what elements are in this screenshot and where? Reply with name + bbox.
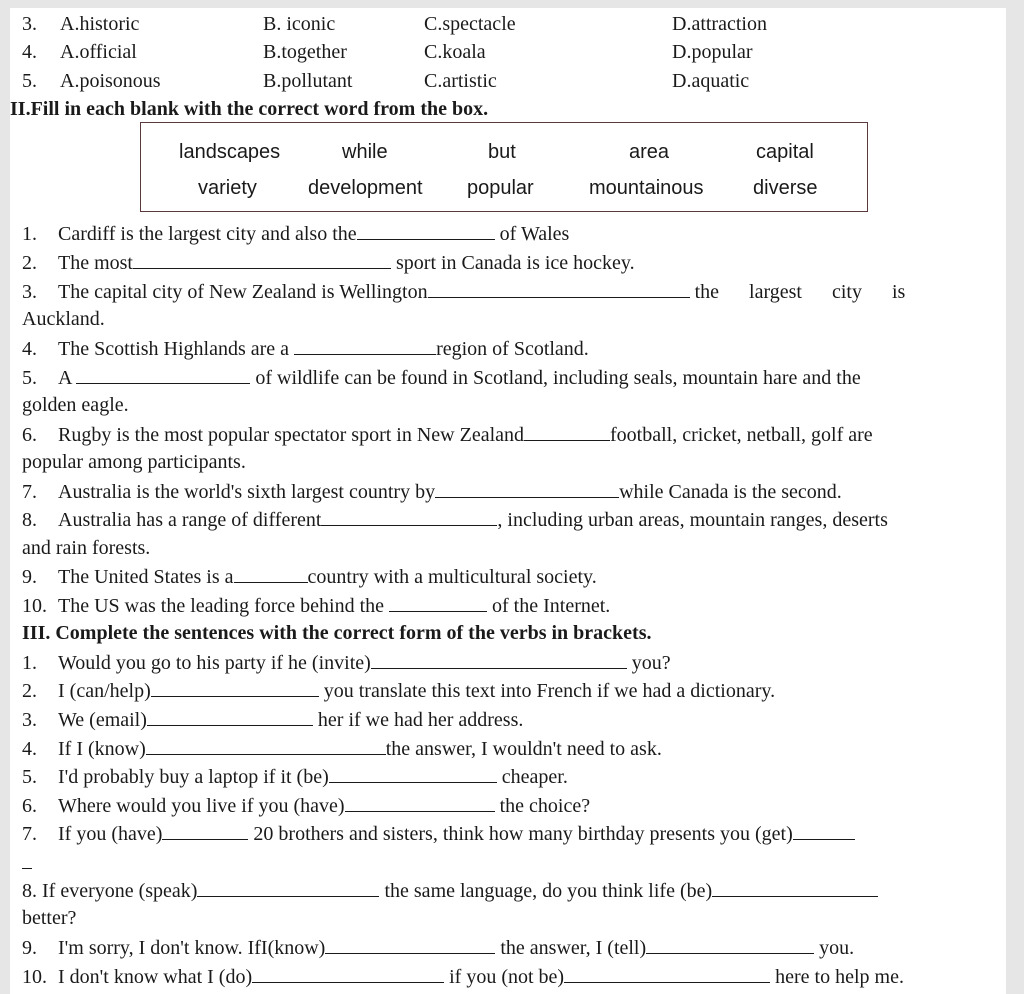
exercise-item-continued: better? [22, 907, 77, 929]
mc-option-a: A.historic [60, 13, 140, 35]
mc-option-d: D.popular [672, 41, 753, 63]
mc-option-b: B. iconic [263, 13, 336, 35]
exercise-item: 4. If I (know) the answer, I wouldn't need to ask. [22, 738, 662, 760]
answer-blank[interactable] [147, 707, 313, 726]
mc-row-4 [22, 40, 37, 64]
mc-option-a: A.poisonous [60, 70, 161, 92]
exercise-item: 10. I don't know what I (do) if you (not be) here to help me. [22, 966, 904, 988]
exercise-item: 6. Where would you live if you (have) the choice? [22, 795, 591, 817]
mc-option-c: C.spectacle [424, 13, 516, 35]
exercise-item: 8. Australia has a range of different , including urban areas, mountain ranges, deserts [22, 509, 888, 531]
mc-row-3 [22, 12, 37, 36]
answer-blank[interactable] [435, 479, 619, 498]
answer-blank[interactable] [151, 678, 319, 697]
mc-option-d: D.attraction [672, 13, 767, 35]
mc-option-b: B.pollutant [263, 70, 353, 92]
exercise-item: 9. The United States is a country with a multicultural society. [22, 566, 597, 588]
box-word: capital [756, 141, 814, 163]
mc-option-b: B.together [263, 41, 347, 63]
exercise-item: 7. If you (have) 20 brothers and sisters, think how many birthday presents you (get) [22, 821, 855, 846]
answer-blank[interactable] [22, 850, 32, 869]
mc-row-5 [22, 69, 37, 93]
answer-blank[interactable] [524, 422, 610, 441]
exercise-item-continued: and rain forests. [22, 537, 151, 559]
box-word: area [629, 141, 670, 163]
exercise-item: 5. A of wildlife can be found in Scotland, including seals, mountain hare and the [22, 367, 861, 389]
answer-blank[interactable] [133, 250, 391, 269]
box-word: landscapes [179, 141, 281, 163]
answer-blank[interactable] [329, 764, 497, 783]
exercise-item: 6. Rugby is the most popular spectator sport in New Zealand football, cricket, netball, golf are [22, 424, 873, 446]
section-3-title: III. Complete the sentences with the correct form of the verbs in brackets. [22, 622, 652, 644]
answer-blank[interactable] [345, 793, 495, 812]
box-word: popular [467, 177, 534, 199]
exercise-item: 1. Cardiff is the largest city and also the of Wales [22, 223, 570, 245]
exercise-item: 3. The capital city of New Zealand is Wellington the largest city is [22, 281, 906, 303]
exercise-item-continued: golden eagle. [22, 394, 129, 416]
answer-blank[interactable] [162, 821, 248, 840]
answer-blank[interactable] [428, 279, 690, 298]
section-2-title: II.Fill in each blank with the correct word from the box. [10, 98, 489, 120]
answer-blank[interactable] [712, 878, 878, 897]
answer-blank[interactable] [321, 507, 497, 526]
answer-blank[interactable] [252, 964, 444, 983]
box-word: diverse [753, 177, 818, 199]
word-box [140, 122, 868, 212]
mc-number: 3. [22, 13, 37, 35]
mc-number: 4. [22, 41, 37, 63]
answer-blank[interactable] [357, 221, 495, 240]
answer-blank[interactable] [646, 935, 814, 954]
answer-blank[interactable] [564, 964, 770, 983]
answer-blank[interactable] [234, 564, 308, 583]
mc-option-c: C.artistic [424, 70, 497, 92]
exercise-item: 9. I'm sorry, I don't know. IfI(know) the answer, I (tell) you. [22, 937, 855, 959]
mc-option-c: C.koala [424, 41, 486, 63]
exercise-item-continued [22, 850, 32, 875]
exercise-item: 2. The most sport in Canada is ice hockey. [22, 252, 635, 274]
answer-blank[interactable] [371, 650, 627, 669]
exercise-item-continued: popular among participants. [22, 451, 246, 473]
exercise-item: 5. I'd probably buy a laptop if it (be) cheaper. [22, 766, 568, 788]
exercise-item: 4. The Scottish Highlands are a region of Scotland. [22, 338, 589, 360]
exercise-item: 7. Australia is the world's sixth largest country by while Canada is the second. [22, 481, 842, 503]
exercise-item: 1. Would you go to his party if he (invite) you? [22, 652, 671, 674]
exercise-item: 3. We (email) her if we had her address. [22, 709, 524, 731]
box-word: development [308, 177, 423, 199]
answer-blank[interactable] [325, 935, 495, 954]
exercise-item: 2. I (can/help) you translate this text into French if we had a dictionary. [22, 680, 776, 702]
worksheet-page [10, 8, 1006, 994]
exercise-item-continued: Auckland. [22, 308, 105, 330]
answer-blank[interactable] [294, 336, 436, 355]
mc-option-d: D.aquatic [672, 70, 750, 92]
box-word: variety [198, 177, 257, 199]
answer-blank[interactable] [76, 365, 250, 384]
box-word: mountainous [589, 177, 704, 199]
exercise-item: 10. The US was the leading force behind the of the Internet. [22, 595, 611, 617]
mc-number: 5. [22, 70, 37, 92]
exercise-item: 8. If everyone (speak) the same language, do you think life (be) [22, 878, 878, 903]
answer-blank[interactable] [389, 593, 487, 612]
box-word: but [488, 141, 516, 163]
answer-blank[interactable] [197, 878, 379, 897]
mc-option-a: A.official [60, 41, 137, 63]
box-word: while [342, 141, 388, 163]
answer-blank[interactable] [146, 736, 386, 755]
answer-blank[interactable] [793, 821, 855, 840]
